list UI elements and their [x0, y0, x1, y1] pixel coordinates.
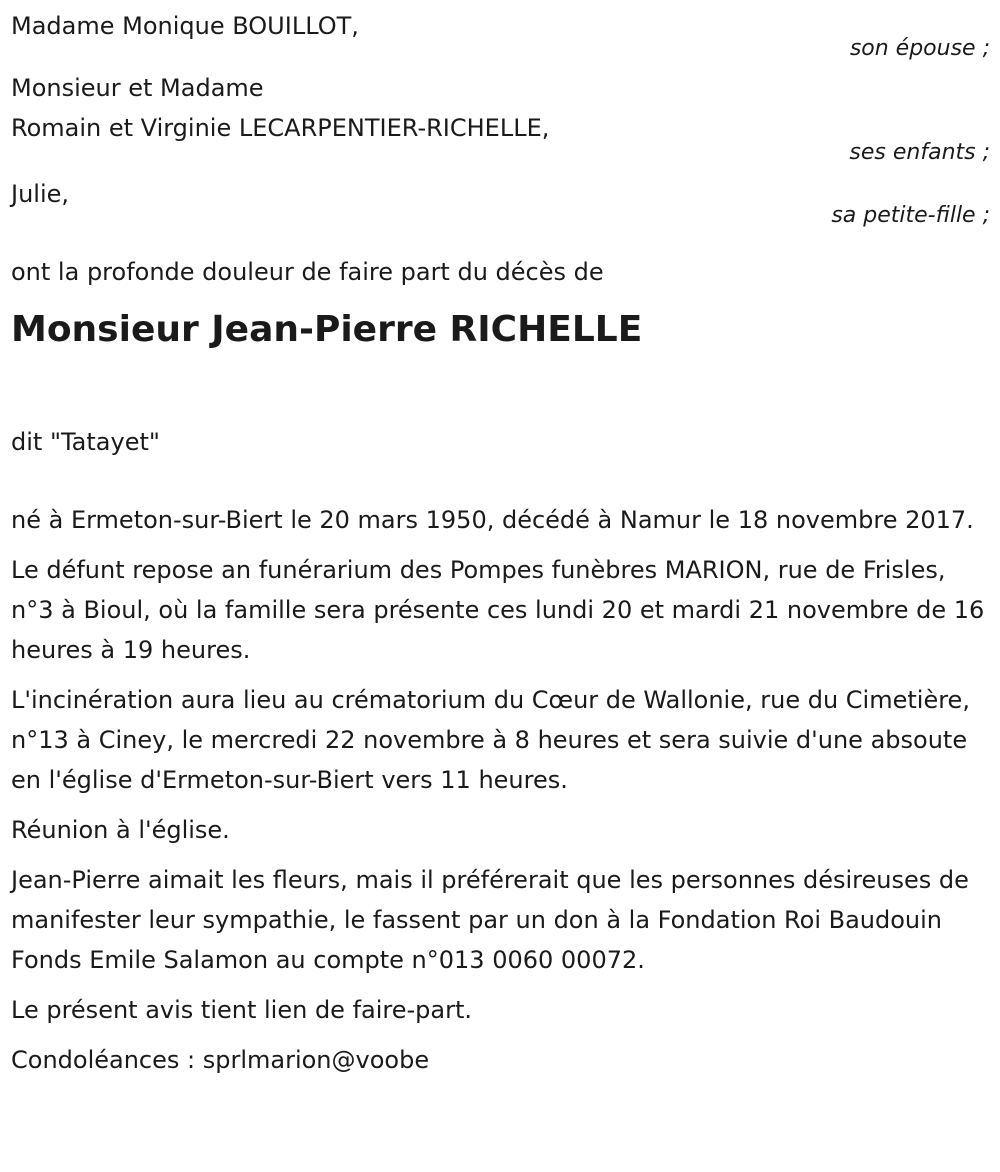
spouse-role: son épouse ;	[849, 36, 990, 61]
children-role: ses enfants ;	[849, 140, 990, 165]
funerarium-paragraph: Le défunt repose an funérarium des Pompes funèbres MARION, rue de Frisles, n°3 à Bioul, où la famille sera présente ces lundi 20 et mardi 21 novembre de 16 heures à 19 heures.	[11, 556, 985, 664]
nickname: dit "Tatayet"	[11, 428, 160, 456]
children-line-2: Romain et Virginie LECARPENTIER-RICHELLE,	[11, 114, 550, 142]
notice-paragraph: Le présent avis tient lien de faire-part.	[11, 996, 473, 1024]
cremation-paragraph: L'incinération aura lieu au crématorium du Cœur de Wallonie, rue du Cimetière, n°13 à Ciney, le mercredi 22 novembre à 8 heures et sera suivie d'une absoute en l'église d'Ermeton-sur-Biert vers 11 heures.	[11, 686, 970, 794]
obituary-body	[11, 500, 991, 1090]
birth-death-paragraph: né à Ermeton-sur-Biert le 20 mars 1950, décédé à Namur le 18 novembre 2017.	[11, 506, 974, 534]
donation-paragraph: Jean-Pierre aimait les fleurs, mais il préférerait que les personnes désireuses de manifester leur sympathie, le fassent par un don à la Fondation Roi Baudouin Fonds Emile Salamon au compte n°013 0060 00072.	[11, 866, 969, 974]
reunion-paragraph: Réunion à l'église.	[11, 816, 230, 844]
announcement-text: ont la profonde douleur de faire part du décès de	[11, 258, 604, 286]
granddaughter-role: sa petite-fille ;	[831, 203, 990, 228]
children-line-1: Monsieur et Madame	[11, 74, 264, 102]
granddaughter-name: Julie,	[11, 180, 70, 208]
deceased-name: Monsieur Jean-Pierre RICHELLE	[11, 309, 643, 350]
spouse-name: Madame Monique BOUILLOT,	[11, 12, 359, 40]
condolences-paragraph: Condoléances : sprlmarion@voobe	[11, 1046, 430, 1074]
